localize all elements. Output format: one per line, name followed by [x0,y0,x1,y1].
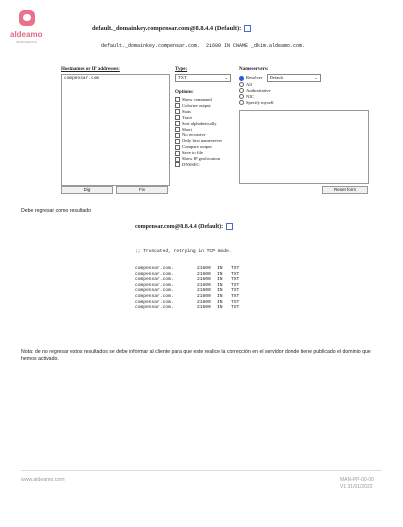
query-title [92,25,251,32]
result-cell: IN [217,293,223,299]
checkbox[interactable] [175,139,180,144]
result-cell: TXT [231,288,240,294]
document-code: MAN-PP-00-00 [340,477,374,483]
result-cell: TXT [231,265,240,271]
result-cell: IN [217,282,223,288]
result-cell: 21600 [197,277,211,283]
logo-mark [19,10,35,26]
logo-text: aldeamo [10,30,43,39]
result-row [135,305,243,311]
hostnames-value: compensar.com [64,76,100,81]
result-cell: TXT [231,299,240,305]
resolver-select[interactable]: Default ⌄ [267,74,321,82]
ns-resolver[interactable]: Resolver Default ⌄ [239,74,321,82]
result-cell: compensar.com. [135,299,174,305]
result-cell: IN [217,265,223,271]
result-cell: compensar.com. [135,265,174,271]
result-cell: IN [217,277,223,283]
result-output [135,238,243,316]
option-colorize-output[interactable]: Colorize output [175,103,222,109]
result-cell: TXT [231,293,240,299]
nameservers-label: Nameservers: [239,67,269,72]
result-cell: compensar.com. [135,288,174,294]
instruction-text: Debe regresar como resultado [21,208,92,214]
copy-icon[interactable] [244,25,251,32]
radio[interactable] [239,88,244,93]
radio[interactable] [239,82,244,87]
truncated-line: ;; Truncated, retrying in TCP mode. [135,249,232,255]
type-select[interactable] [175,74,231,82]
checkbox[interactable] [175,97,180,102]
result-title [135,223,233,230]
hostnames-textarea[interactable] [61,74,170,186]
option-sort-alphabetically[interactable]: Sort alphabetically [175,121,222,127]
result-cell: IN [217,299,223,305]
result-cell: IN [217,288,223,294]
option-stats[interactable]: Stats [175,109,222,115]
checkbox[interactable] [175,109,180,114]
type-label: Type: [175,67,188,72]
option-save-to-file[interactable]: Save to file [175,150,222,156]
ns-all[interactable]: All [239,82,321,88]
option-compare-output[interactable]: Compare output [175,144,222,150]
option-no-recursive[interactable]: No recursive [175,132,222,138]
cname-line: default._domainkey.compensar.com. 21600 IN CNAME _dkim.aldeamo.com. [101,43,306,49]
hostnames-label: Hostnames or IP addresses: [61,67,120,72]
result-title-text: compensar.com@8.8.4.4 (Default): [135,223,224,230]
result-cell: 21600 [197,305,211,311]
result-cell: TXT [231,271,240,277]
checkbox[interactable] [175,133,180,138]
option-show-ip-geolocation[interactable]: Show IP geolocation [175,156,222,162]
checkbox[interactable] [175,127,180,132]
result-cell: 21600 [197,288,211,294]
query-title-text: default._domainkey.compensar.com@8.8.4.4 (Default): [92,25,242,32]
result-cell: 21600 [197,299,211,305]
footer-website: www.aldeamo.com [21,477,65,483]
radio[interactable] [239,100,244,105]
copy-icon[interactable] [226,223,233,230]
footer-code [340,477,374,491]
options-list [175,97,222,168]
type-select-value: TXT [178,75,187,80]
result-cell: 21600 [197,265,211,271]
result-cell: compensar.com. [135,293,174,299]
nameservers-textarea[interactable] [239,110,369,184]
radio[interactable] [239,94,244,99]
checkbox[interactable] [175,151,180,156]
chevron-down-icon: ⌄ [224,75,228,80]
checkbox[interactable] [175,157,180,162]
document-version: V1 31/01/2022 [340,484,373,490]
ns-nic[interactable]: NIC [239,94,321,100]
result-cell: TXT [231,282,240,288]
radio-selected[interactable] [239,76,244,81]
result-cell: TXT [231,305,240,311]
result-cell: TXT [231,277,240,283]
result-cell: compensar.com. [135,282,174,288]
option-short[interactable]: Short [175,127,222,133]
result-cell: compensar.com. [135,277,174,283]
result-cell: 21600 [197,282,211,288]
result-cell: 21600 [197,271,211,277]
option-only-first-nameserver[interactable]: Only first nameserver [175,138,222,144]
option-show-command[interactable]: Show command [175,97,222,103]
options-label: Options: [175,90,194,95]
logo-subtitle: INTELIGENCIA [16,40,37,44]
ns-specify-myself[interactable]: Specify myself [239,100,321,106]
result-cell: 21600 [197,293,211,299]
nameservers-options [239,74,321,106]
option-trace[interactable]: Trace [175,115,222,121]
checkbox[interactable] [175,121,180,126]
dig-button[interactable]: Dig [61,186,113,194]
checkbox[interactable] [175,103,180,108]
result-cell: IN [217,271,223,277]
footer-divider [21,470,382,471]
result-cell: compensar.com. [135,271,174,277]
result-cell: compensar.com. [135,305,174,311]
ns-authoritative[interactable]: Authoritative [239,88,321,94]
fix-button[interactable]: Fix [116,186,168,194]
result-rows [135,266,243,311]
checkbox[interactable] [175,145,180,150]
chevron-down-icon: ⌄ [314,75,318,80]
checkbox[interactable] [175,115,180,120]
checkbox[interactable] [175,162,180,167]
reset-form-button[interactable]: Reset form [322,186,368,194]
option-dnssec[interactable]: DNSSEC [175,162,222,168]
note-text: Nota: de no regresar estos resultados se debe informar al cliente para que este realice la corrección en el servidor donde tiene publicado el dominio que hemos activado. [21,349,371,362]
result-cell: IN [217,305,223,311]
